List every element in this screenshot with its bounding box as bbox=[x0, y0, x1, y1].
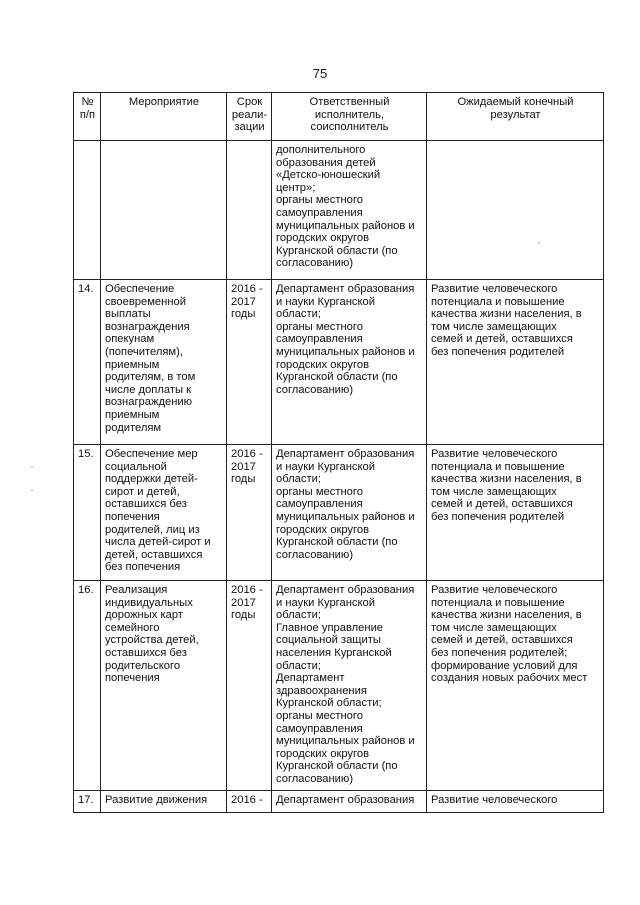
cell-result: Развитие человеческого потенциала и повышение качества жизни населения, в том числе замещающих семей и детей, оставшихся без попечения родителей; формирование условий для создания новых рабочих мест bbox=[427, 581, 604, 791]
header-result: Ожидаемый конечный результат bbox=[427, 93, 604, 141]
cell-period: 2016 - 2017 годы bbox=[227, 280, 272, 445]
cell-result bbox=[427, 141, 604, 280]
header-num: № п/п bbox=[74, 93, 101, 141]
scan-speck bbox=[31, 466, 33, 468]
header-period: Срок реали- зации bbox=[227, 93, 272, 141]
table-row bbox=[74, 445, 604, 581]
cell-responsible: Департамент образования и науки Курганской области; органы местного самоуправления муниципальных районов и городских округов Курганской области (по согласованию) bbox=[272, 445, 427, 581]
cell-result: Развитие человеческого потенциала и повышение качества жизни населения, в том числе замещающих семей и детей, оставшихся без попечения родителей bbox=[427, 280, 604, 445]
cell-result: Развитие человеческого потенциала и повышение качества жизни населения, в том числе замещающих семей и детей, оставшихся без попечения родителей bbox=[427, 445, 604, 581]
cell-num: 16. bbox=[74, 581, 101, 791]
cell-responsible: Департамент образования и науки Курганской области; органы местного самоуправления муниципальных районов и городских округов Курганской области (по согласованию) bbox=[272, 280, 427, 445]
cell-num bbox=[74, 141, 101, 280]
cell-measure: Обеспечение своевременной выплаты вознаграждения опекунам (попечителям), приемным родителям, в том числе доплаты к вознаграждению приемным родителям bbox=[101, 280, 227, 445]
cell-period: 2016 - 2017 годы bbox=[227, 445, 272, 581]
cell-num: 17. bbox=[74, 791, 101, 813]
cell-num: 14. bbox=[74, 280, 101, 445]
page-bottom-margin bbox=[0, 836, 640, 905]
cell-responsible: Департамент образования bbox=[272, 791, 427, 813]
cell-measure: Обеспечение мер социальной поддержки детей- сирот и детей, оставшихся без попечения родителей, лиц из числа детей-сирот и детей, оставшихся без попечения bbox=[101, 445, 227, 581]
table-row bbox=[74, 141, 604, 280]
table-row bbox=[74, 581, 604, 791]
page-number: 75 bbox=[312, 66, 328, 81]
header-responsible: Ответственный исполнитель, соисполнитель bbox=[272, 93, 427, 141]
cell-period bbox=[227, 141, 272, 280]
cell-period: 2016 - 2017 годы bbox=[227, 581, 272, 791]
cell-measure: Реализация индивидуальных дорожных карт семейного устройства детей, оставшихся без родительского попечения bbox=[101, 581, 227, 791]
cell-num: 15. bbox=[74, 445, 101, 581]
scan-speck bbox=[31, 489, 33, 491]
cell-measure bbox=[101, 141, 227, 280]
table-row bbox=[74, 791, 604, 813]
cell-measure: Развитие движения bbox=[101, 791, 227, 813]
scan-speck bbox=[538, 242, 540, 244]
cell-result: Развитие человеческого bbox=[427, 791, 604, 813]
cell-responsible: Департамент образования и науки Курганской области; Главное управление социальной защиты населения Курганской области; Департамент здравоохранения Курганской области; органы местного самоуправления муниципальных районов и городских округов Курганской области (по согласованию) bbox=[272, 581, 427, 791]
cell-period: 2016 - bbox=[227, 791, 272, 813]
cell-responsible: дополнительного образования детей «Детско-юношеский центр»; органы местного самоуправления муниципальных районов и городских округов Курганской области (по согласованию) bbox=[272, 141, 427, 280]
measures-table bbox=[73, 92, 604, 813]
table-row bbox=[74, 280, 604, 445]
header-measure: Мероприятие bbox=[101, 93, 227, 141]
table-header-row bbox=[74, 93, 604, 141]
